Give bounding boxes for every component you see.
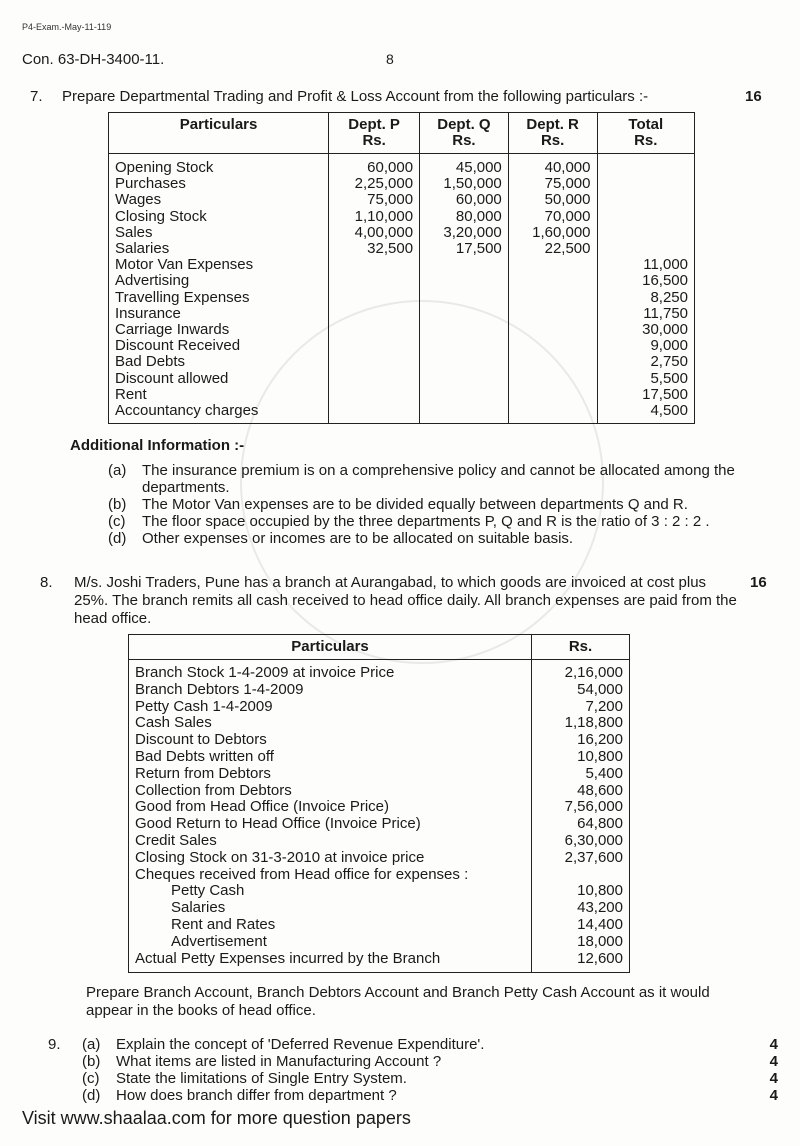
q7-number: 7. bbox=[30, 88, 43, 105]
q7-row-value bbox=[515, 273, 591, 289]
q9-number: 9. bbox=[48, 1036, 61, 1053]
q7-row-value: 75,000 bbox=[544, 175, 591, 193]
q7-row-value bbox=[604, 225, 689, 241]
q7-row-value bbox=[335, 354, 413, 370]
q9-item-label: (d) bbox=[82, 1087, 101, 1104]
q7-row-value bbox=[335, 403, 413, 419]
q7-row-label: Advertising bbox=[115, 272, 190, 290]
q7-row-label: Purchases bbox=[115, 175, 186, 193]
q7-row-value bbox=[515, 306, 591, 322]
q8-row-label: Collection from Debtors bbox=[135, 781, 292, 799]
q9-number bbox=[48, 1070, 82, 1087]
q7-row-value bbox=[515, 354, 591, 370]
additional-info-list bbox=[108, 462, 738, 547]
q8-table-body bbox=[129, 660, 630, 973]
q7-row-value bbox=[426, 338, 502, 354]
q7-row-value: 45,000 bbox=[455, 159, 502, 176]
q7-row-value bbox=[515, 290, 591, 306]
q7-row-value bbox=[426, 371, 502, 387]
q7-row-value bbox=[335, 273, 413, 289]
q7-row-value: 1,50,000 bbox=[443, 175, 502, 193]
q7-row-value bbox=[335, 338, 413, 354]
q9-number bbox=[48, 1053, 82, 1070]
q8-row-value: 14,400 bbox=[577, 915, 623, 933]
q8-row-label: Credit Sales bbox=[135, 831, 217, 849]
q7-row-value: 2,25,000 bbox=[354, 175, 414, 193]
q7-row-value: 40,000 bbox=[544, 159, 591, 176]
q9-item-label: (a) bbox=[82, 1036, 101, 1053]
q8-row-label: Petty Cash 1-4-2009 bbox=[135, 697, 273, 715]
q8-col-particulars-header: Particulars bbox=[129, 635, 532, 660]
additional-info-label: (d) bbox=[108, 530, 127, 547]
q8-row-label: Advertisement bbox=[171, 932, 267, 950]
q7-row-value bbox=[426, 354, 502, 370]
q8-number: 8. bbox=[40, 574, 53, 591]
q7-header-cell: Total Rs. bbox=[597, 113, 695, 154]
exam-reference: P4-Exam.-May-11-119 bbox=[22, 22, 112, 32]
q7-row-value: 30,000 bbox=[642, 321, 688, 339]
additional-info-text: Other expenses or incomes are to be allocated on suitable basis. bbox=[142, 530, 574, 547]
q7-row-label: Carriage Inwards bbox=[115, 321, 230, 339]
q7-row-value: 1,10,000 bbox=[354, 207, 414, 225]
additional-info-label: (a) bbox=[108, 462, 127, 479]
q8-row-value: 64,800 bbox=[577, 815, 623, 833]
q7-row-value bbox=[604, 160, 689, 176]
q7-row-value: 4,500 bbox=[650, 402, 688, 420]
additional-info-title: Additional Information :- bbox=[70, 437, 245, 454]
q7-row-value bbox=[604, 209, 689, 225]
q7-header-cell: Dept. R Rs. bbox=[508, 113, 597, 154]
q9-item-marks: 4 bbox=[769, 1053, 778, 1070]
page-number: 8 bbox=[386, 51, 394, 67]
q8-row-label: Good from Head Office (Invoice Price) bbox=[135, 798, 389, 816]
q8-row-label: Petty Cash bbox=[171, 882, 245, 900]
q8-row-value: 16,200 bbox=[577, 731, 623, 749]
q7-row-value bbox=[604, 176, 689, 192]
additional-info-item bbox=[108, 530, 738, 547]
q8-row-label: Actual Petty Expenses incurred by the Branch bbox=[135, 949, 441, 967]
q8-row-label: Cheques received from Head office for expenses : bbox=[135, 865, 469, 883]
q7-header-cell: Dept. P Rs. bbox=[329, 113, 420, 154]
q9-item bbox=[48, 1053, 778, 1070]
q8-row-value: 18,000 bbox=[577, 932, 623, 950]
q7-row-label: Closing Stock bbox=[115, 207, 207, 225]
additional-info-item bbox=[108, 513, 738, 530]
q8-row-label: Branch Stock 1-4-2009 at invoice Price bbox=[135, 664, 395, 681]
q7-row-value: 11,000 bbox=[643, 256, 688, 274]
additional-info-label: (b) bbox=[108, 496, 127, 513]
q7-row-value: 60,000 bbox=[367, 159, 414, 176]
q7-row-value bbox=[515, 371, 591, 387]
q7-col-particulars bbox=[109, 154, 329, 424]
q7-row-value: 9,000 bbox=[650, 337, 688, 355]
q7-row-label: Insurance bbox=[115, 304, 181, 322]
q8-row-value: 1,18,800 bbox=[564, 714, 623, 732]
q7-table bbox=[108, 112, 695, 424]
q7-row-value: 32,500 bbox=[367, 240, 414, 258]
q7-row-value: 16,500 bbox=[642, 272, 688, 290]
q7-table-header bbox=[109, 113, 695, 154]
q8-row-label: Good Return to Head Office (Invoice Price) bbox=[135, 815, 421, 833]
additional-info-text: The insurance premium is on a comprehensive policy and cannot be allocated among the departments. bbox=[142, 462, 735, 496]
q7-row-label: Salaries bbox=[115, 240, 170, 258]
q8-row-value: 7,200 bbox=[585, 697, 623, 715]
q7-row-value: 80,000 bbox=[455, 207, 502, 225]
q7-marks: 16 bbox=[745, 88, 762, 105]
q7-row-label: Travelling Expenses bbox=[115, 288, 250, 306]
q8-row-value: 2,16,000 bbox=[564, 664, 623, 681]
q7-row-value: 17,500 bbox=[455, 240, 502, 258]
q7-row-value bbox=[426, 273, 502, 289]
q8-row-label: Closing Stock on 31-3-2010 at invoice price bbox=[135, 848, 425, 866]
q8-row-value: 7,56,000 bbox=[564, 798, 623, 816]
q9-item-text: What items are listed in Manufacturing Account ? bbox=[116, 1053, 442, 1070]
q8-row-value: 54,000 bbox=[577, 680, 623, 698]
q8-row-value bbox=[538, 867, 623, 884]
q7-row-value: 3,20,000 bbox=[443, 223, 502, 241]
q9-item-marks: 4 bbox=[769, 1070, 778, 1087]
q7-col-dept-r bbox=[508, 154, 597, 424]
q7-row-value bbox=[426, 257, 502, 273]
q7-row-value bbox=[335, 371, 413, 387]
q7-row-value bbox=[604, 241, 689, 257]
q7-row-value: 1,60,000 bbox=[532, 223, 591, 241]
q9-item-text: How does branch differ from department ? bbox=[116, 1087, 397, 1104]
q7-row-value bbox=[335, 257, 413, 273]
q7-row-value: 17,500 bbox=[642, 385, 688, 403]
q8-row-value: 43,200 bbox=[577, 899, 623, 917]
q8-table-header bbox=[129, 635, 630, 660]
q7-row-label: Motor Van Expenses bbox=[115, 256, 254, 274]
q9-list bbox=[48, 1036, 778, 1104]
q8-row-value: 2,37,600 bbox=[564, 848, 623, 866]
q7-header-cell: Particulars bbox=[109, 113, 329, 154]
q7-row-value: 50,000 bbox=[544, 191, 591, 209]
q7-row-value: 2,750 bbox=[650, 353, 688, 371]
q7-row-value: 4,00,000 bbox=[354, 223, 414, 241]
q7-row-label: Wages bbox=[115, 191, 162, 209]
q8-col-rs-header: Rs. bbox=[532, 635, 630, 660]
q9-item-text: Explain the concept of 'Deferred Revenue Expenditure'. bbox=[116, 1036, 485, 1053]
q7-col-dept-p bbox=[329, 154, 420, 424]
q7-row-value bbox=[515, 387, 591, 403]
q8-row-label: Discount to Debtors bbox=[135, 731, 267, 749]
q7-row-label: Bad Debts bbox=[115, 353, 186, 371]
q7-row-value bbox=[335, 322, 413, 338]
q7-row-label: Opening Stock bbox=[115, 159, 214, 176]
q7-row-value bbox=[335, 387, 413, 403]
q7-row-value bbox=[515, 257, 591, 273]
q7-row-value bbox=[426, 306, 502, 322]
q7-row-label: Sales bbox=[115, 223, 153, 241]
q7-col-total bbox=[597, 154, 695, 424]
q7-row-value: 22,500 bbox=[544, 240, 591, 258]
q7-header-cell: Dept. Q Rs. bbox=[420, 113, 509, 154]
q9-number bbox=[48, 1087, 82, 1104]
q7-row-value bbox=[515, 322, 591, 338]
q8-instruction: Prepare Branch Account, Branch Debtors Account and Branch Petty Cash Account as it would appear in the books of head office. bbox=[86, 984, 710, 1019]
q9-item bbox=[48, 1070, 778, 1087]
q7-row-value bbox=[426, 290, 502, 306]
paper-code: Con. 63-DH-3400-11. bbox=[22, 51, 165, 68]
additional-info-text: The floor space occupied by the three departments P, Q and R is the ratio of 3 : 2 : 2 . bbox=[142, 513, 710, 530]
q7-row-value bbox=[604, 192, 689, 208]
q7-row-value bbox=[515, 403, 591, 419]
q7-row-label: Discount allowed bbox=[115, 369, 229, 387]
q8-row-value: 6,30,000 bbox=[564, 831, 623, 849]
q8-row-value: 5,400 bbox=[585, 764, 623, 782]
footer-link[interactable]: Visit www.shaalaa.com for more question papers bbox=[22, 1108, 411, 1128]
q9-item-text: State the limitations of Single Entry System. bbox=[116, 1070, 407, 1087]
q8-row-label: Cash Sales bbox=[135, 714, 212, 732]
q8-col-particulars bbox=[129, 660, 532, 973]
q7-row-value bbox=[335, 290, 413, 306]
q7-text: Prepare Departmental Trading and Profit & Loss Account from the following particulars :- bbox=[62, 88, 649, 105]
q9-item bbox=[48, 1087, 778, 1104]
q7-row-label: Accountancy charges bbox=[115, 402, 259, 420]
q7-row-value: 5,500 bbox=[650, 369, 688, 387]
q7-row-label: Rent bbox=[115, 385, 147, 403]
q9-item-label: (b) bbox=[82, 1053, 101, 1070]
q7-row-value bbox=[426, 387, 502, 403]
q8-col-rs bbox=[532, 660, 630, 973]
q8-row-value: 12,600 bbox=[577, 949, 623, 967]
q7-col-dept-q bbox=[420, 154, 509, 424]
q7-table-body bbox=[109, 154, 695, 424]
q7-row-value bbox=[515, 338, 591, 354]
q9-item bbox=[48, 1036, 778, 1053]
q9-item-label: (c) bbox=[82, 1070, 100, 1087]
additional-info-item bbox=[108, 496, 738, 513]
q8-row-label: Salaries bbox=[171, 899, 226, 917]
q7-row-label: Discount Received bbox=[115, 337, 241, 355]
q7-row-value: 60,000 bbox=[455, 191, 502, 209]
q7-row-value bbox=[335, 306, 413, 322]
q7-row-value: 8,250 bbox=[650, 288, 688, 306]
q8-table bbox=[128, 634, 630, 973]
q7-row-value: 70,000 bbox=[544, 207, 591, 225]
q8-row-value: 10,800 bbox=[577, 747, 623, 765]
q8-row-label: Branch Debtors 1-4-2009 bbox=[135, 680, 304, 698]
q8-marks: 16 bbox=[750, 574, 767, 591]
q7-row-value: 11,750 bbox=[643, 304, 688, 322]
q9-item-marks: 4 bbox=[769, 1087, 778, 1104]
additional-info-item bbox=[108, 462, 738, 496]
q8-row-label: Rent and Rates bbox=[171, 915, 276, 933]
q8-row-value: 48,600 bbox=[577, 781, 623, 799]
q7-row-value: 75,000 bbox=[367, 191, 414, 209]
q8-text: M/s. Joshi Traders, Pune has a branch at Aurangabad, to which goods are invoiced at cost plus 25%. The branch remits all cash received to head office daily. All branch expenses are paid from the head office. bbox=[74, 574, 737, 627]
q8-row-value: 10,800 bbox=[577, 882, 623, 900]
q9-item-marks: 4 bbox=[769, 1036, 778, 1053]
additional-info-text: The Motor Van expenses are to be divided equally between departments Q and R. bbox=[142, 496, 688, 513]
additional-info-label: (c) bbox=[108, 513, 126, 530]
q7-row-value bbox=[426, 403, 502, 419]
q7-row-value bbox=[426, 322, 502, 338]
q8-row-label: Bad Debts written off bbox=[135, 747, 274, 765]
q8-row-label: Return from Debtors bbox=[135, 764, 271, 782]
